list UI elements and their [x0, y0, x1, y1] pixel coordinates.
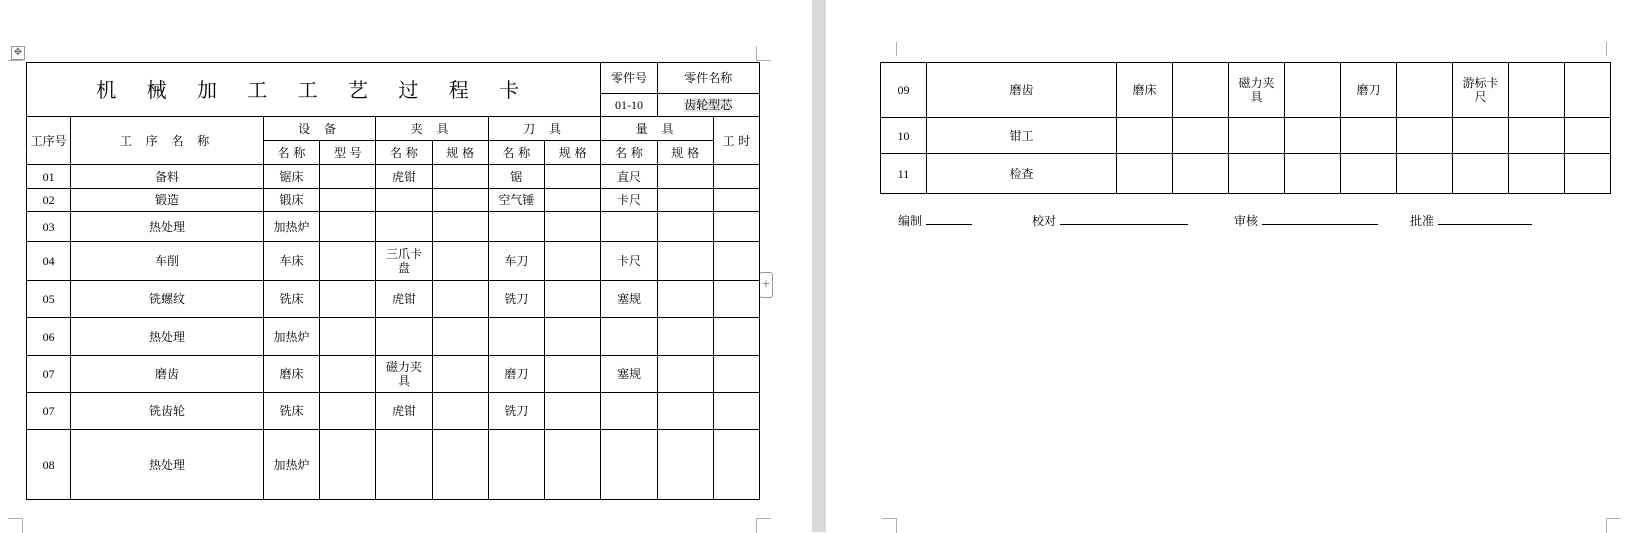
row-gauge-spec [657, 281, 713, 318]
row-equipment: 磨床 [263, 356, 319, 393]
page-corner-mark [1606, 42, 1621, 56]
row-model [320, 189, 376, 212]
page-corner-mark [882, 42, 897, 56]
row-process-name: 备料 [71, 165, 264, 189]
row-gauge-spec [657, 242, 713, 281]
header-gauge: 量 具 [601, 117, 713, 141]
row-equipment: 磨床 [1117, 63, 1173, 118]
table-row [27, 393, 760, 430]
row-fixture-spec [1285, 154, 1341, 194]
row-equipment: 锯床 [263, 165, 319, 189]
row-gauge-spec [657, 189, 713, 212]
part-name-label: 零件名称 [657, 63, 759, 94]
row-tool-spec [545, 356, 601, 393]
signature-compile [898, 212, 972, 229]
row-fixture [376, 318, 432, 356]
row-seq: 02 [27, 189, 71, 212]
row-seq: 08 [27, 430, 71, 500]
row-tool [1341, 154, 1397, 194]
row-process-name: 磨齿 [71, 356, 264, 393]
row-gauge [601, 393, 657, 430]
row-equipment [1117, 154, 1173, 194]
row-fixture-spec [432, 212, 488, 242]
subheader-name: 名 称 [488, 141, 544, 165]
row-seq: 10 [881, 118, 927, 154]
row-fixture-spec [432, 165, 488, 189]
row-seq: 05 [27, 281, 71, 318]
row-seq: 01 [27, 165, 71, 189]
row-fixture: 三爪卡盘 [376, 242, 432, 281]
row-gauge-spec [1509, 154, 1565, 194]
table-row [27, 318, 760, 356]
signature-approve-label: 批准 [1410, 214, 1435, 228]
table-row [27, 281, 760, 318]
row-gauge: 卡尺 [601, 189, 657, 212]
row-tool [1341, 118, 1397, 154]
row-tool-spec [545, 281, 601, 318]
signature-approve [1410, 212, 1532, 229]
row-time [713, 165, 759, 189]
row-model [1173, 63, 1229, 118]
row-model [1173, 154, 1229, 194]
row-gauge-spec [657, 165, 713, 189]
table-row [27, 165, 760, 189]
header-seq: 工序号 [27, 117, 71, 165]
row-tool: 磨刀 [488, 356, 544, 393]
row-tool-spec [545, 165, 601, 189]
table-row [27, 430, 760, 500]
row-tool-spec [545, 212, 601, 242]
row-process-name: 铣螺纹 [71, 281, 264, 318]
row-model [320, 318, 376, 356]
row-model [320, 356, 376, 393]
page-gap [812, 0, 826, 532]
row-tool-spec [1397, 63, 1453, 118]
row-tool-spec [545, 430, 601, 500]
row-fixture-spec [432, 189, 488, 212]
row-model [1173, 118, 1229, 154]
card-title: 机 械 加 工 工 艺 过 程 卡 [27, 63, 601, 117]
page-corner-mark [882, 518, 897, 533]
page-corner-mark [8, 518, 23, 533]
process-card-table [26, 62, 760, 500]
row-equipment: 铣床 [263, 393, 319, 430]
subheader-spec: 规 格 [545, 141, 601, 165]
row-tool-spec [545, 318, 601, 356]
process-card-table-continued [880, 62, 1611, 194]
row-gauge [601, 430, 657, 500]
row-tool-spec [1397, 154, 1453, 194]
row-tool-spec [545, 393, 601, 430]
subheader-name: 名 称 [376, 141, 432, 165]
row-time [713, 393, 759, 430]
table-row [27, 212, 760, 242]
signature-approve-line[interactable] [1438, 212, 1532, 225]
row-process-name: 热处理 [71, 430, 264, 500]
row-model [320, 281, 376, 318]
row-model [320, 430, 376, 500]
row-equipment: 加热炉 [263, 430, 319, 500]
row-equipment: 车床 [263, 242, 319, 281]
row-fixture-spec [432, 393, 488, 430]
row-fixture-spec [1285, 118, 1341, 154]
signature-compile-label: 编制 [898, 214, 923, 228]
row-fixture-spec [432, 318, 488, 356]
signature-proofread [1032, 212, 1188, 229]
row-time [713, 430, 759, 500]
row-seq: 04 [27, 242, 71, 281]
row-gauge-spec [657, 430, 713, 500]
row-equipment: 铣床 [263, 281, 319, 318]
row-fixture-spec [432, 242, 488, 281]
row-process-name: 热处理 [71, 212, 264, 242]
row-time [1565, 154, 1611, 194]
row-fixture: 磁力夹具 [1229, 63, 1285, 118]
row-tool [488, 318, 544, 356]
row-process-name: 检查 [927, 154, 1117, 194]
row-tool: 铣刀 [488, 393, 544, 430]
page-corner-mark [1606, 518, 1621, 533]
row-model [320, 212, 376, 242]
row-gauge: 游标卡尺 [1453, 63, 1509, 118]
part-name-value [657, 94, 759, 117]
row-gauge-spec [657, 356, 713, 393]
row-time [713, 242, 759, 281]
signature-review [1234, 212, 1378, 229]
row-fixture-spec [1285, 63, 1341, 118]
row-equipment [1117, 118, 1173, 154]
row-model [320, 242, 376, 281]
subheader-spec: 规 格 [432, 141, 488, 165]
row-time [713, 318, 759, 356]
row-fixture [376, 189, 432, 212]
subheader-name: 名 称 [263, 141, 319, 165]
row-gauge [1453, 118, 1509, 154]
row-gauge-spec [657, 212, 713, 242]
signature-review-line[interactable] [1262, 212, 1378, 225]
row-gauge-spec [1509, 118, 1565, 154]
row-fixture: 虎钳 [376, 165, 432, 189]
document-page-2 [826, 0, 1640, 532]
table-row [27, 356, 760, 393]
row-tool [488, 212, 544, 242]
row-process-name: 热处理 [71, 318, 264, 356]
signature-proofread-label: 校对 [1032, 214, 1057, 228]
row-equipment: 加热炉 [263, 318, 319, 356]
row-gauge: 直尺 [601, 165, 657, 189]
page-corner-mark [756, 46, 771, 61]
table-row [27, 189, 760, 212]
row-tool: 车刀 [488, 242, 544, 281]
row-time [713, 189, 759, 212]
row-model [320, 165, 376, 189]
row-tool [488, 430, 544, 500]
row-gauge-spec [1509, 63, 1565, 118]
row-seq: 07 [27, 393, 71, 430]
row-gauge [1453, 154, 1509, 194]
header-tool: 刀 具 [488, 117, 601, 141]
row-fixture-spec [432, 281, 488, 318]
row-tool-spec [1397, 118, 1453, 154]
row-seq: 06 [27, 318, 71, 356]
row-time [713, 281, 759, 318]
row-fixture [376, 430, 432, 500]
row-process-name: 车削 [71, 242, 264, 281]
row-gauge: 塞规 [601, 356, 657, 393]
table-row [881, 63, 1611, 118]
header-fixture: 夹 具 [376, 117, 488, 141]
row-equipment: 加热炉 [263, 212, 319, 242]
row-fixture: 磁力夹具 [376, 356, 432, 393]
row-fixture-spec [432, 430, 488, 500]
row-fixture [376, 212, 432, 242]
row-process-name: 磨齿 [927, 63, 1117, 118]
row-process-name: 铣齿轮 [71, 393, 264, 430]
row-seq: 11 [881, 154, 927, 194]
document-page-1 [0, 0, 812, 532]
row-tool-spec [545, 242, 601, 281]
part-name-value-text: 齿轮型芯 [684, 98, 733, 112]
row-seq: 03 [27, 212, 71, 242]
row-fixture: 虎钳 [376, 281, 432, 318]
subheader-model: 型 号 [320, 141, 376, 165]
row-time [1565, 63, 1611, 118]
row-seq: 07 [27, 356, 71, 393]
row-tool: 磨刀 [1341, 63, 1397, 118]
table-row [27, 242, 760, 281]
row-fixture: 虎钳 [376, 393, 432, 430]
row-gauge: 塞规 [601, 281, 657, 318]
page-corner-mark [756, 518, 771, 533]
part-no-label: 零件号 [601, 63, 657, 94]
row-equipment: 锻床 [263, 189, 319, 212]
row-process-name: 锻造 [71, 189, 264, 212]
row-time [713, 356, 759, 393]
row-gauge [601, 318, 657, 356]
row-time [713, 212, 759, 242]
signature-review-label: 审核 [1234, 214, 1259, 228]
row-fixture-spec [432, 356, 488, 393]
add-row-plus-icon[interactable]: + [759, 272, 773, 298]
table-row [881, 154, 1611, 194]
row-gauge [601, 212, 657, 242]
row-tool-spec [545, 189, 601, 212]
row-fixture [1229, 118, 1285, 154]
header-equipment: 设 备 [263, 117, 375, 141]
row-gauge: 卡尺 [601, 242, 657, 281]
row-tool: 铣刀 [488, 281, 544, 318]
row-tool: 空气锤 [488, 189, 544, 212]
header-process-name: 工 序 名 称 [71, 117, 264, 165]
row-model [320, 393, 376, 430]
part-no-value: 01-10 [601, 94, 657, 117]
table-move-handle-icon[interactable]: ✥ [11, 46, 25, 60]
row-time [1565, 118, 1611, 154]
row-process-name: 钳工 [927, 118, 1117, 154]
signature-proofread-line[interactable] [1060, 212, 1188, 225]
table-row [881, 118, 1611, 154]
subheader-spec: 规 格 [657, 141, 713, 165]
row-gauge-spec [657, 393, 713, 430]
row-gauge-spec [657, 318, 713, 356]
row-tool: 锯 [488, 165, 544, 189]
signature-compile-line[interactable] [926, 212, 972, 225]
row-seq: 09 [881, 63, 927, 118]
row-fixture [1229, 154, 1285, 194]
header-time: 工 时 [713, 117, 759, 165]
subheader-name: 名 称 [601, 141, 657, 165]
